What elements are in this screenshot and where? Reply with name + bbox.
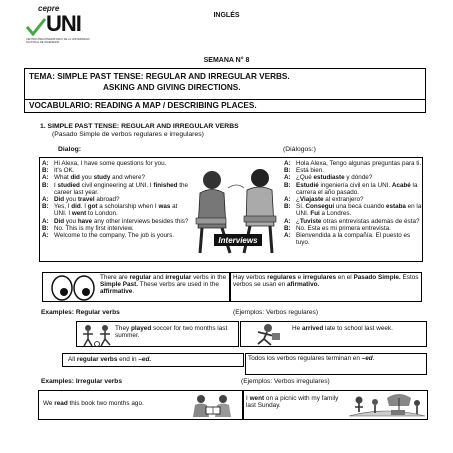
- dialog-text: No. Esta es mi primera entrevista.: [296, 224, 391, 232]
- interviews-label: Interviews: [218, 236, 258, 245]
- reading-people-icon: [187, 393, 241, 419]
- speaker-label: A:: [284, 196, 291, 204]
- dialog-text: Está bien.: [296, 167, 325, 175]
- running-boy-icon: [244, 323, 288, 347]
- dialog-text: Did you travel abroad?: [54, 196, 120, 204]
- dialog-text: No. This is my first interview.: [54, 224, 134, 232]
- dialog-line: [284, 182, 422, 196]
- speaker-label: B:: [284, 167, 291, 175]
- dialog-spanish: [284, 160, 422, 246]
- week-title: SEMANA N° 8: [203, 57, 250, 64]
- speaker-label: B:: [42, 224, 49, 232]
- dialog-text: It's OK.: [54, 167, 75, 175]
- speaker-label: B:: [284, 203, 291, 211]
- vocabulary-box: [24, 100, 426, 113]
- speaker-label: A:: [284, 232, 291, 240]
- dialog-box: [39, 157, 423, 262]
- dialog-line: [284, 203, 422, 217]
- interview-illustration: [192, 158, 282, 261]
- rule-text-es: Todos los verbos regulares terminan en –ed.: [248, 355, 375, 362]
- dialog-text: I studied civil engineering at UNI. I finished the career last year.: [54, 181, 189, 196]
- note-text-en: There are regular and irregular verbs in the Simple Past. These verbs are used in the affirmative.: [100, 274, 227, 296]
- dialog-text: What did you study and where?: [54, 174, 146, 182]
- dialog-text: Hola Alexa, Tengo algunas preguntas para ti.: [296, 160, 422, 167]
- speaker-label: A:: [42, 174, 49, 182]
- examples-irregular-heading-es: (Ejemplos: Verbos irregulares): [241, 378, 330, 385]
- examples-irregular-heading: Examples: Irregular verbs: [41, 378, 122, 385]
- logo-subtitle: CENTRO PREUNIVERSITARIO DE LA UNIVERSIDAD NACIONAL DE INGENIERÍA: [26, 38, 90, 45]
- example-irregular-2-text: I went on a picnic with my family last Sunday.: [246, 395, 339, 410]
- dialog-text: ¿Tuviste otras entrevistas además de ésta?: [296, 217, 420, 225]
- dialog-line: [42, 232, 190, 239]
- example-regular-1-text: They played soccer for two months last summer.: [115, 325, 228, 340]
- topic-line-2: ASKING AND GIVING DIRECTIONS.: [103, 83, 241, 92]
- dialog-text: Estudié ingeniería civil en la UNI. Acabé la carrera el año pasado.: [296, 181, 418, 196]
- dialog-text: Did you have any other interviews besides this?: [54, 217, 189, 225]
- dialog-line: [42, 203, 190, 217]
- soccer-players-icon: [79, 323, 115, 347]
- speaker-label: B:: [42, 167, 49, 175]
- dialog-text: ¿Qué estudiaste y dónde?: [296, 174, 373, 182]
- speaker-label: B:: [284, 224, 291, 232]
- speaker-label: A:: [284, 160, 291, 167]
- speaker-label: B:: [42, 181, 49, 189]
- dialog-line: [284, 218, 422, 225]
- eyes-icon: [45, 274, 101, 302]
- speaker-label: B:: [284, 181, 291, 189]
- dialog-line: [284, 232, 422, 246]
- dialog-line: [42, 196, 190, 203]
- speaker-label: A:: [42, 217, 49, 225]
- dialog-line: [42, 160, 190, 167]
- dialog-line: [284, 167, 422, 174]
- topic-box: [24, 68, 426, 100]
- dialog-text: Bienvendida a la compañía. El puesto es tuyo.: [296, 232, 411, 247]
- dialog-line: [42, 182, 190, 196]
- course-title: INGLÉS: [213, 12, 240, 19]
- examples-regular-heading: Examples: Regular verbs: [41, 309, 120, 316]
- speaker-label: A:: [42, 196, 49, 204]
- note-text-es: Hay verbos regulares e irregulares en el Pasado Simple. Estos verbos se usan en afirmativo.: [233, 274, 419, 289]
- dialog-line: [284, 225, 422, 232]
- dialog-english: [42, 160, 190, 239]
- speaker-label: B:: [42, 203, 49, 211]
- logo-uni-text: UNI: [46, 11, 81, 36]
- speaker-label: A:: [42, 232, 49, 240]
- dialog-text: Sí. Conseguí una beca cuando estaba en la UNI. Fui a Londres.: [296, 203, 422, 218]
- picnic-family-icon: [347, 392, 427, 420]
- checkmark-icon: [26, 18, 46, 36]
- logo-cepre-text: cepre: [38, 4, 60, 13]
- dialog-line: [284, 160, 422, 167]
- dialog-line: [42, 167, 190, 174]
- dialog-line: [42, 218, 190, 225]
- dialog-label-es: (Diálogos:): [283, 146, 316, 153]
- dialog-text: Welcome to the company. The job is yours.: [54, 232, 175, 240]
- dialog-line: [284, 174, 422, 181]
- dialog-line: [42, 225, 190, 232]
- dialog-text: Yes, I did. I got a scholarship when I was at UNI. I went to London.: [54, 203, 178, 218]
- speaker-label: A:: [284, 217, 291, 225]
- dialog-text: ¿Viajaste al extranjero?: [296, 196, 364, 204]
- vocabulary-line: VOCABULARIO: READING A MAP / DESCRIBING PLACES.: [29, 101, 257, 110]
- dialog-label: Dialog:: [58, 146, 82, 153]
- example-irregular-1-text: We read this book two months ago.: [43, 400, 144, 407]
- dialog-line: [42, 174, 190, 181]
- speaker-label: A:: [284, 174, 291, 182]
- section-title: 1. SIMPLE PAST TENSE: REGULAR AND IRREGULAR VERBS: [40, 123, 239, 130]
- speaker-label: A:: [42, 160, 49, 167]
- dialog-text: Hi Alexa, I have some questions for you.: [54, 160, 167, 167]
- example-regular-2-text: He arrived late to school last week.: [292, 325, 393, 332]
- section-subtitle: (Pasado Simple de verbos regulares e irregulares): [52, 131, 204, 138]
- dialog-line: [284, 196, 422, 203]
- examples-regular-heading-es: (Ejemplos: Verbos regulares): [233, 309, 319, 316]
- rule-text-en: All regular verbs end in –ed.: [68, 356, 152, 363]
- topic-line-1: TEMA: SIMPLE PAST TENSE: REGULAR AND IRREGULAR VERBS.: [29, 72, 290, 81]
